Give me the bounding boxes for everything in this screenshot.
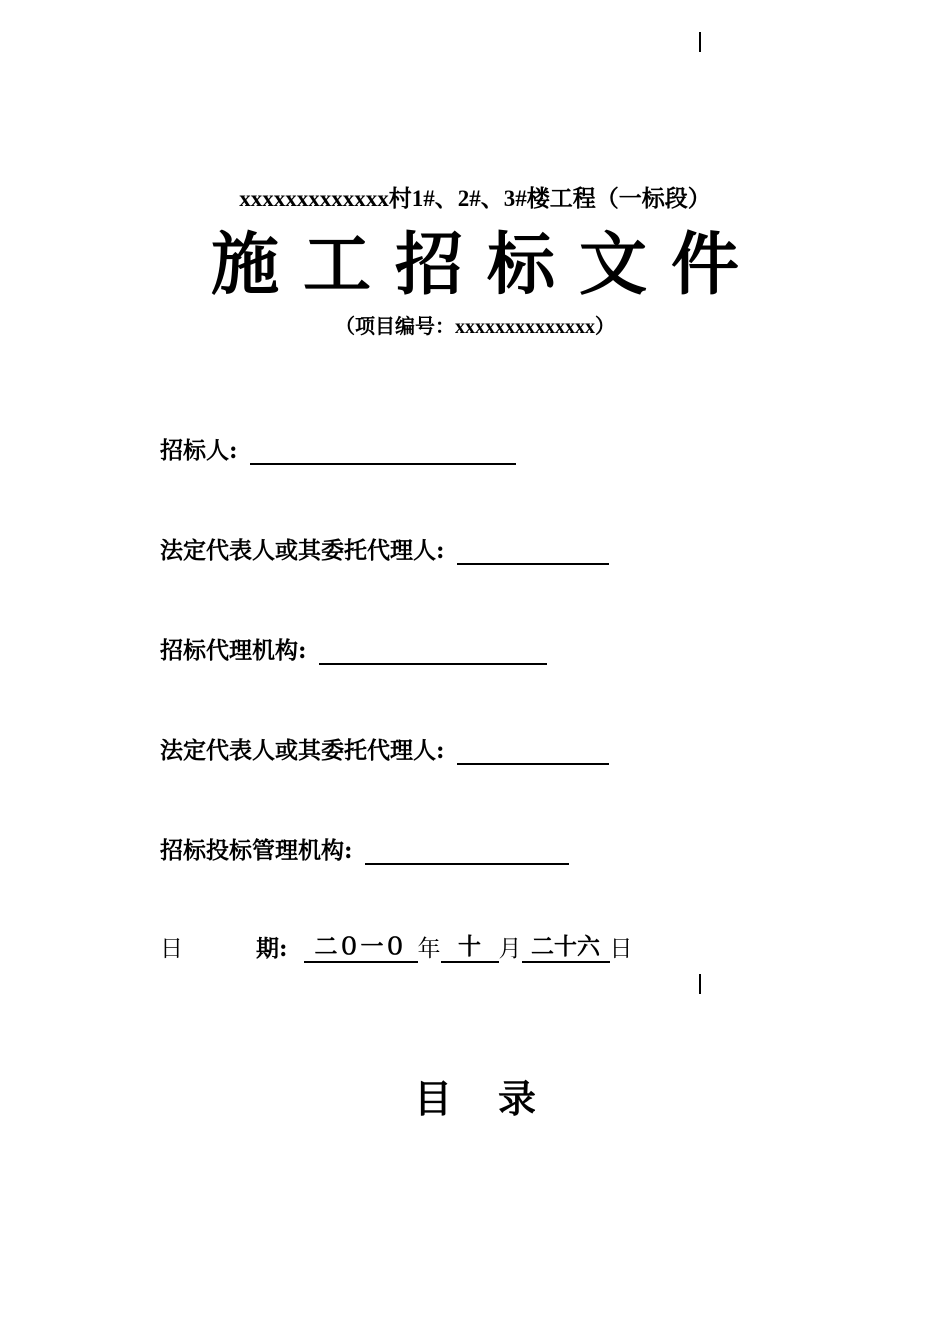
field-agency-label: 招标代理机构:: [160, 637, 307, 664]
page-title: 施工招标文件: [210, 225, 763, 305]
date-day-unit: 日: [609, 936, 633, 962]
field-tenderer: [160, 432, 516, 465]
corner-mark-top: [699, 32, 701, 52]
field-agency-blank[interactable]: [319, 637, 547, 665]
field-management-authority: [160, 832, 569, 865]
field-legal-representative-1: [160, 532, 609, 565]
field-legal-representative-1-blank[interactable]: [457, 537, 609, 565]
date-label-part1: 日: [160, 936, 183, 962]
field-agency: [160, 632, 547, 665]
field-tenderer-blank[interactable]: [250, 437, 516, 465]
date-year-unit: 年: [417, 936, 441, 962]
date-month-value[interactable]: 十: [441, 928, 499, 963]
field-legal-representative-1-label: 法定代表人或其委托代理人:: [160, 537, 445, 564]
field-legal-representative-2: [160, 732, 609, 765]
date-label-part2: 期:: [256, 935, 288, 962]
date-day-value[interactable]: 二十六: [522, 928, 610, 963]
corner-mark-bottom: [699, 974, 701, 994]
date-month-unit: 月: [498, 936, 522, 962]
field-legal-representative-2-blank[interactable]: [457, 737, 609, 765]
field-management-authority-label: 招标投标管理机构:: [160, 837, 353, 864]
field-management-authority-blank[interactable]: [365, 837, 569, 865]
field-legal-representative-2-label: 法定代表人或其委托代理人:: [160, 737, 445, 764]
date-row: [160, 928, 633, 963]
project-number: （项目编号：xxxxxxxxxxxxxx）: [335, 316, 615, 338]
date-year-value[interactable]: 二０一０: [304, 928, 418, 963]
field-tenderer-label: 招标人:: [160, 437, 238, 464]
project-subtitle: xxxxxxxxxxxxx村1#、2#、3#楼工程（一标段）: [239, 186, 711, 211]
toc-title: 目录: [413, 1076, 582, 1121]
